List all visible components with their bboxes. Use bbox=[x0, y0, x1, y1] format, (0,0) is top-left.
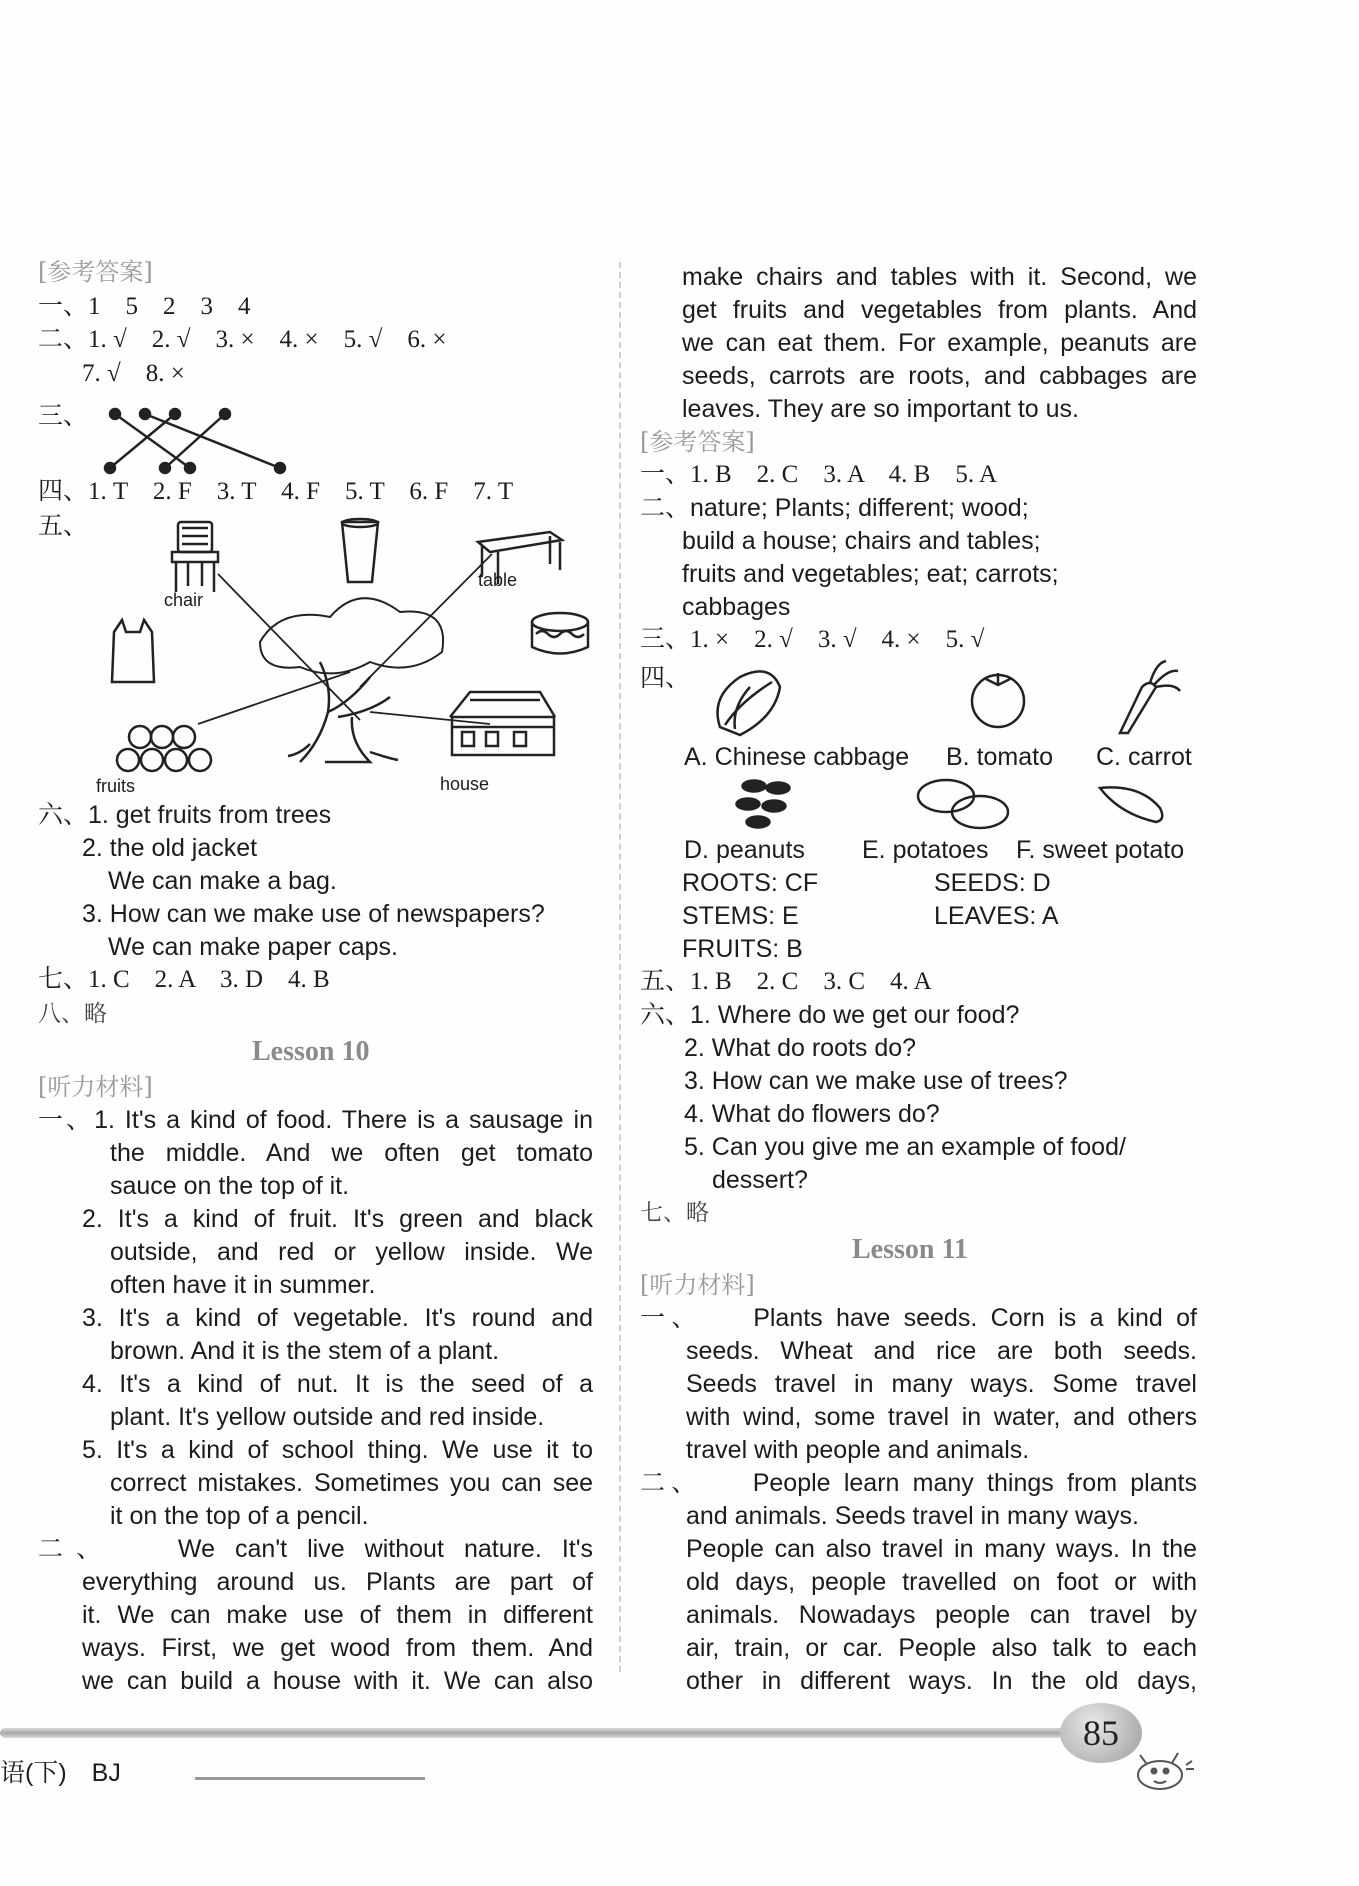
passage-cont-3: we can eat them. For example, peanuts are bbox=[682, 329, 1197, 357]
passage-2b: everything around us. Plants are part of bbox=[82, 1568, 593, 1596]
listen-11-2e: animals. Nowadays people can travel by bbox=[686, 1601, 1197, 1629]
listen-11-2b: and animals. Seeds travel in many ways. bbox=[686, 1502, 1139, 1530]
house-caption: house bbox=[440, 774, 490, 794]
match-line-table bbox=[360, 554, 492, 687]
listen-1c: sauce on the top of it. bbox=[110, 1172, 350, 1200]
listen-11-2a: 二、 People learn many things from plants bbox=[640, 1469, 1197, 1497]
passage-2a: 二、 We can't live without nature. It's bbox=[38, 1535, 593, 1563]
leaves-answer: LEAVES: A bbox=[934, 902, 1059, 930]
sweet-potato-icon bbox=[1100, 787, 1162, 822]
listen-5c: it on the top of a pencil. bbox=[110, 1502, 369, 1530]
right-a2c: fruits and vegetables; eat; carrots; bbox=[682, 560, 1059, 588]
listen-11-1c: Seeds travel in many ways. Some travel bbox=[686, 1370, 1197, 1398]
right-q1: 六、1. Where do we get our food? bbox=[640, 1001, 1020, 1029]
answer-s6-2: 2. the old jacket bbox=[82, 834, 258, 862]
right-q3: 3. How can we make use of trees? bbox=[684, 1067, 1068, 1095]
listening-header: [听力材料] bbox=[38, 1073, 153, 1101]
listen-1b: the middle. And we often get tomato bbox=[110, 1139, 593, 1167]
seeds-answer: SEEDS: D bbox=[934, 869, 1051, 897]
listen-11-1d: with wind, some travel in water, and others bbox=[686, 1403, 1197, 1431]
match-line-chair bbox=[218, 574, 360, 720]
answer-s6-1: 六、1. get fruits from trees bbox=[38, 801, 332, 829]
listen-3b: brown. And it is the stem of a plant. bbox=[110, 1337, 500, 1365]
passage-2c: it. We can make use of them in different bbox=[82, 1601, 593, 1629]
right-a5: 五、1. B 2. C 3. C 4. A bbox=[640, 968, 932, 995]
listen-5b: correct mistakes. Sometimes you can see bbox=[110, 1469, 593, 1497]
tree-icon bbox=[260, 598, 443, 762]
listen-2c: often have it in summer. bbox=[110, 1271, 376, 1299]
table-caption: table bbox=[478, 570, 518, 590]
right-a1: 一、1. B 2. C 3. A 4. B 5. A bbox=[640, 461, 997, 488]
listen-11-1a: 一、 Plants have seeds. Corn is a kind of bbox=[640, 1304, 1197, 1332]
veg-label-e: E. potatoes bbox=[862, 836, 989, 864]
potatoes-icon bbox=[918, 780, 1008, 828]
chair-icon bbox=[172, 522, 218, 592]
stems-answer: STEMS: E bbox=[682, 902, 799, 930]
passage-cont-4: seeds, carrots are roots, and cabbages are bbox=[682, 362, 1197, 390]
passage-cont-5: leaves. They are so important to us. bbox=[682, 395, 1079, 423]
answer-s6-3: 3. How can we make use of newspapers? bbox=[82, 900, 545, 928]
right-q5b: dessert? bbox=[712, 1166, 808, 1194]
listening-header-right: [听力材料] bbox=[640, 1271, 755, 1299]
answer-s5: 五、 bbox=[38, 513, 89, 540]
answer-s2b: 7. √ 8. × bbox=[82, 360, 185, 387]
veg-label-a: A. Chinese cabbage bbox=[684, 743, 910, 771]
peanuts-icon bbox=[736, 780, 790, 828]
house-icon bbox=[450, 692, 555, 755]
right-q2: 2. What do roots do? bbox=[684, 1034, 917, 1062]
right-a2b: build a house; chairs and tables; bbox=[682, 527, 1041, 555]
listen-4b: plant. It's yellow outside and red inside. bbox=[110, 1403, 545, 1431]
fruit-basket-icon bbox=[117, 726, 211, 771]
page-number: 85 bbox=[1060, 1703, 1142, 1763]
veg-label-d: D. peanuts bbox=[684, 836, 805, 864]
footer-rule bbox=[195, 1777, 425, 1780]
passage-2e: we can build a house with it. We can also bbox=[82, 1667, 593, 1695]
listen-2a: 2. It's a kind of fruit. It's green and black bbox=[82, 1205, 593, 1233]
tomato-icon bbox=[972, 673, 1024, 727]
veg-label-c: C. carrot bbox=[1096, 743, 1192, 771]
answer-key-header: [参考答案] bbox=[38, 258, 153, 286]
right-q4: 4. What do flowers do? bbox=[684, 1100, 940, 1128]
listen-5a: 5. It's a kind of school thing. We use it to bbox=[82, 1436, 593, 1464]
answer-s2a: 二、1. √ 2. √ 3. × 4. × 5. √ 6. × bbox=[38, 326, 447, 353]
answer-s6-3b: We can make paper caps. bbox=[108, 933, 398, 961]
right-a7: 七、略 bbox=[640, 1200, 709, 1226]
passage-cont-2: get fruits and vegetables from plants. And bbox=[682, 296, 1197, 324]
fruits-caption: fruits bbox=[96, 776, 136, 796]
listen-11-2f: air, train, or car. People also talk to each bbox=[686, 1634, 1197, 1662]
right-a2d: cabbages bbox=[682, 593, 791, 621]
answer-s4: 四、1. T 2. F 3. T 4. F 5. T 6. F 7. T bbox=[38, 478, 514, 505]
passage-cont-1: make chairs and tables with it. Second, we bbox=[682, 263, 1197, 291]
veg-label-b: B. tomato bbox=[946, 743, 1053, 771]
right-a2a: 二、nature; Plants; different; wood; bbox=[640, 494, 1029, 522]
nature-matching-illustration bbox=[70, 512, 590, 792]
listen-1a: 一、1. It's a kind of food. There is a sausage in bbox=[38, 1106, 593, 1134]
veg-label-f: F. sweet potato bbox=[1016, 836, 1185, 864]
chinese-cabbage-icon bbox=[718, 671, 781, 735]
chair-caption: chair bbox=[164, 590, 204, 610]
plastic-bag-icon bbox=[112, 620, 154, 682]
right-q5a: 5. Can you give me an example of food/ bbox=[684, 1133, 1126, 1161]
right-a3: 三、1. × 2. √ 3. √ 4. × 5. √ bbox=[640, 626, 985, 653]
mascot-icon bbox=[1120, 1735, 1200, 1795]
column-divider bbox=[619, 262, 621, 1672]
answer-s1: 一、1 5 2 3 4 bbox=[38, 293, 251, 320]
carrot-icon bbox=[1120, 661, 1180, 733]
roots-answer: ROOTS: CF bbox=[682, 869, 819, 897]
listen-2b: outside, and red or yellow inside. We bbox=[110, 1238, 593, 1266]
listen-4a: 4. It's a kind of nut. It is the seed of a bbox=[82, 1370, 593, 1398]
listen-3a: 3. It's a kind of vegetable. It's round and bbox=[82, 1304, 593, 1332]
answer-key-header-right: [参考答案] bbox=[640, 428, 755, 456]
lesson-10-title: Lesson 10 bbox=[252, 1036, 370, 1067]
answer-s3: 三、 bbox=[38, 403, 89, 430]
footer-subject: 语(下) BJ bbox=[0, 1759, 121, 1787]
answer-s6-2b: We can make a bag. bbox=[108, 867, 337, 895]
cake-icon bbox=[532, 613, 588, 654]
vegetables-row-1 bbox=[680, 657, 1200, 742]
listen-11-1b: seeds. Wheat and rice are both seeds. bbox=[686, 1337, 1197, 1365]
listen-11-2c: People can also travel in many ways. In the bbox=[686, 1535, 1197, 1563]
listen-11-2d: old days, people travelled on foot or with bbox=[686, 1568, 1197, 1596]
right-a4: 四、 bbox=[640, 665, 691, 692]
answer-s8: 八、略 bbox=[38, 1001, 107, 1027]
passage-2d: ways. First, we get wood from them. And bbox=[82, 1634, 593, 1662]
listen-11-2g: other in different ways. In the old days, bbox=[686, 1667, 1197, 1695]
glass-icon bbox=[342, 519, 378, 582]
fruits-answer: FRUITS: B bbox=[682, 935, 803, 963]
footer-bar bbox=[0, 1728, 1110, 1738]
answer-s7: 七、1. C 2. A 3. D 4. B bbox=[38, 966, 330, 993]
lesson-11-title: Lesson 11 bbox=[852, 1234, 968, 1265]
vegetables-row-2 bbox=[680, 774, 1200, 834]
listen-11-1e: travel with people and animals. bbox=[686, 1436, 1030, 1464]
